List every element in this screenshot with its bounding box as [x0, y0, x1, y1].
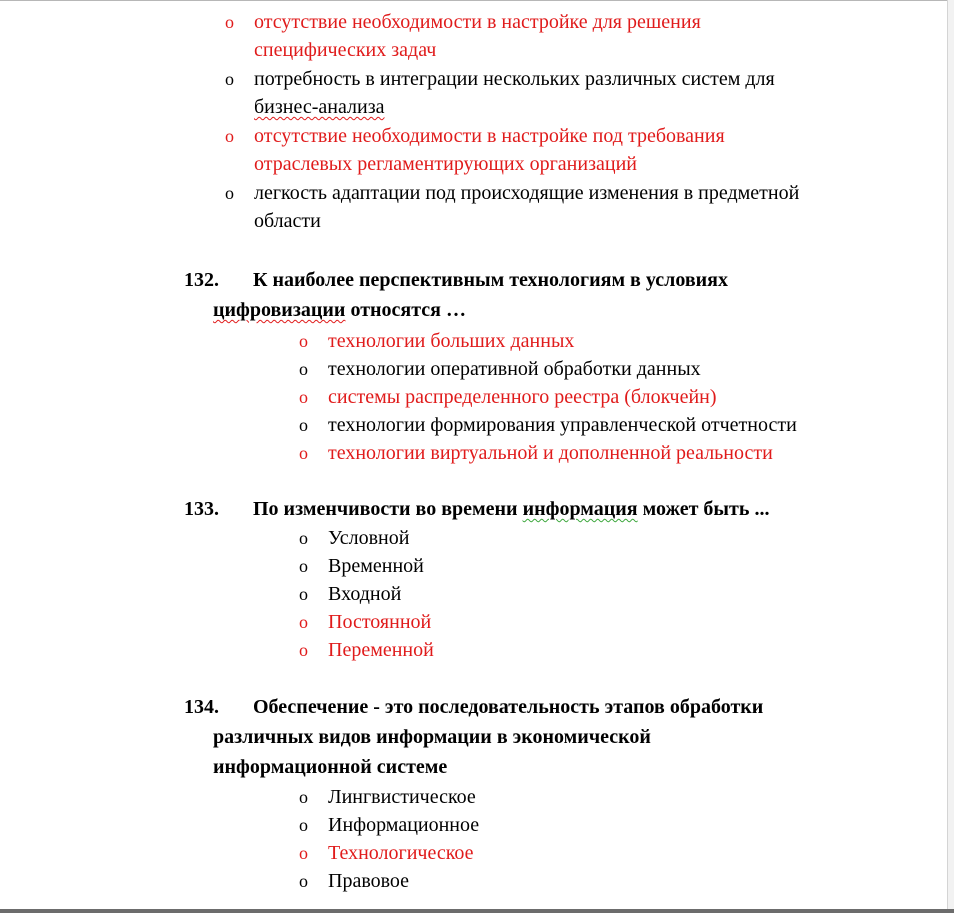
bullet-icon: o — [225, 126, 234, 146]
question-number: 133. — [184, 498, 219, 520]
bullet-icon: o — [225, 12, 234, 32]
bullet-icon: o — [299, 815, 308, 835]
page-top-border — [0, 0, 954, 1]
question-text-rest: относятся … — [345, 299, 466, 321]
question-text-start: По изменчивости во времени — [253, 498, 523, 520]
question-text: К наиболее перспективным технологиям в условиях — [253, 269, 728, 291]
page-bottom-edge — [0, 909, 954, 913]
option-label: Временной — [328, 555, 424, 577]
page-right-edge — [947, 0, 954, 913]
bullet-icon: o — [225, 69, 234, 89]
bullet-icon: o — [299, 331, 308, 351]
option-label: Технологическое — [328, 842, 474, 864]
option-label: Условной — [328, 527, 410, 549]
grammar-word: информация — [522, 498, 638, 520]
option-label-continuation: области — [254, 210, 321, 232]
option-label-continuation: отраслевых регламентирующих организаций — [254, 153, 637, 175]
bullet-icon: o — [299, 556, 308, 576]
question-text: Обеспечение - это последовательность этапов обработки — [253, 696, 764, 718]
bullet-icon: o — [299, 843, 308, 863]
option-label: потребность в интеграции нескольких различных систем для — [254, 68, 775, 90]
option-label: технологии виртуальной и дополненной реальности — [328, 442, 773, 464]
bullet-icon: o — [299, 584, 308, 604]
question-number: 134. — [184, 696, 219, 718]
question-text-continuation: информационной системе — [213, 756, 448, 778]
option-label-continuation: специфических задач — [254, 39, 437, 61]
option-label: технологии оперативной обработки данных — [328, 358, 701, 380]
bullet-icon: o — [225, 183, 234, 203]
bullet-icon: o — [299, 415, 308, 435]
bullet-icon: o — [299, 787, 308, 807]
question-text — [253, 494, 769, 524]
question-text-continuation — [213, 295, 466, 325]
option-label: Информационное — [328, 814, 480, 836]
option-label-continuation: бизнес-анализа — [254, 96, 385, 118]
bullet-icon: o — [299, 387, 308, 407]
option-label: системы распределенного реестра (блокчейн) — [328, 386, 717, 408]
option-label: Правовое — [328, 870, 410, 892]
option-label: Лингвистическое — [328, 786, 476, 808]
question-number: 132. — [184, 269, 219, 291]
option-label: технологии больших данных — [328, 330, 575, 352]
bullet-icon: o — [299, 612, 308, 632]
option-label: отсутствие необходимости в настройке для решения — [254, 11, 701, 33]
option-label: технологии формирования управленческой отчетности — [328, 414, 797, 436]
option-label: Постоянной — [328, 611, 432, 633]
option-label: легкость адаптации под происходящие изменения в предметной — [254, 182, 800, 204]
spellcheck-word: цифровизации — [213, 299, 346, 321]
question-text-continuation: различных видов информации в экономической — [213, 726, 651, 748]
option-label: Входной — [328, 583, 402, 605]
bullet-icon: o — [299, 871, 308, 891]
bullet-icon: o — [299, 443, 308, 463]
option-label: Переменной — [328, 639, 434, 661]
bullet-icon: o — [299, 528, 308, 548]
question-text-end: может быть ... — [637, 498, 770, 520]
option-label: отсутствие необходимости в настройке под требования — [254, 125, 725, 147]
bullet-icon: o — [299, 359, 308, 379]
bullet-icon: o — [299, 640, 308, 660]
